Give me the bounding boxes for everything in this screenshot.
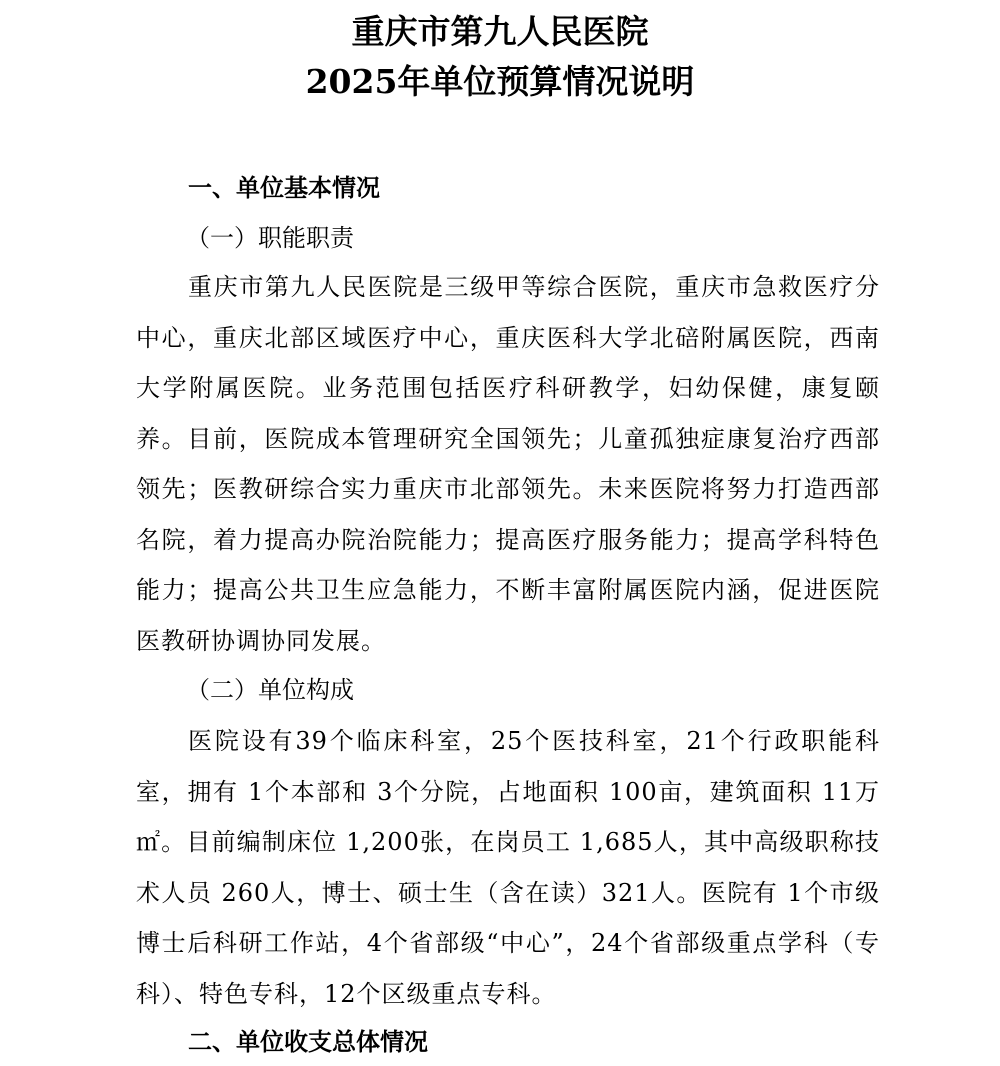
document-title-line1: 重庆市第九人民医院 <box>351 12 649 51</box>
subsection-heading-composition: （二）单位构成 <box>186 676 354 704</box>
section-heading-basic-info: 一、单位基本情况 <box>188 173 380 202</box>
document-title-line2: 2025年单位预算情况说明 <box>305 62 695 101</box>
paragraph-composition: 医院设有39个临床科室，25个医技科室，21个行政职能科室，拥有 1个本部和 3个分院，占地面积 100亩，建筑面积 11万㎡。目前编制床位 1,200张，在岗员工 1,685人，其中高级职称技术人员 260人，博士、硕士生（含在读）321人。医院有 1个市级博士后科研工作站，4个省部级“中心”，24个省部级重点学科（专科）、特色专科，12个区级重点专科。 <box>136 727 880 1008</box>
section-heading-income-expense: 二、单位收支总体情况 <box>188 1027 428 1056</box>
subsection-heading-duties: （一）职能职责 <box>186 224 354 252</box>
paragraph-duties: 重庆市第九人民医院是三级甲等综合医院，重庆市急救医疗分中心，重庆北部区域医疗中心，重庆医科大学北碚附属医院，西南大学附属医院。业务范围包括医疗科研教学，妇幼保健，康复颐养。目前，医院成本管理研究全国领先；儿童孤独症康复治疗西部领先；医教研综合实力重庆市北部领先。未来医院将努力打造西部名院，着力提高办院治院能力；提高医疗服务能力；提高学科特色能力；提高公共卫生应急能力，不断丰富附属医院内涵，促进医院医教研协调协同发展。 <box>136 273 880 655</box>
